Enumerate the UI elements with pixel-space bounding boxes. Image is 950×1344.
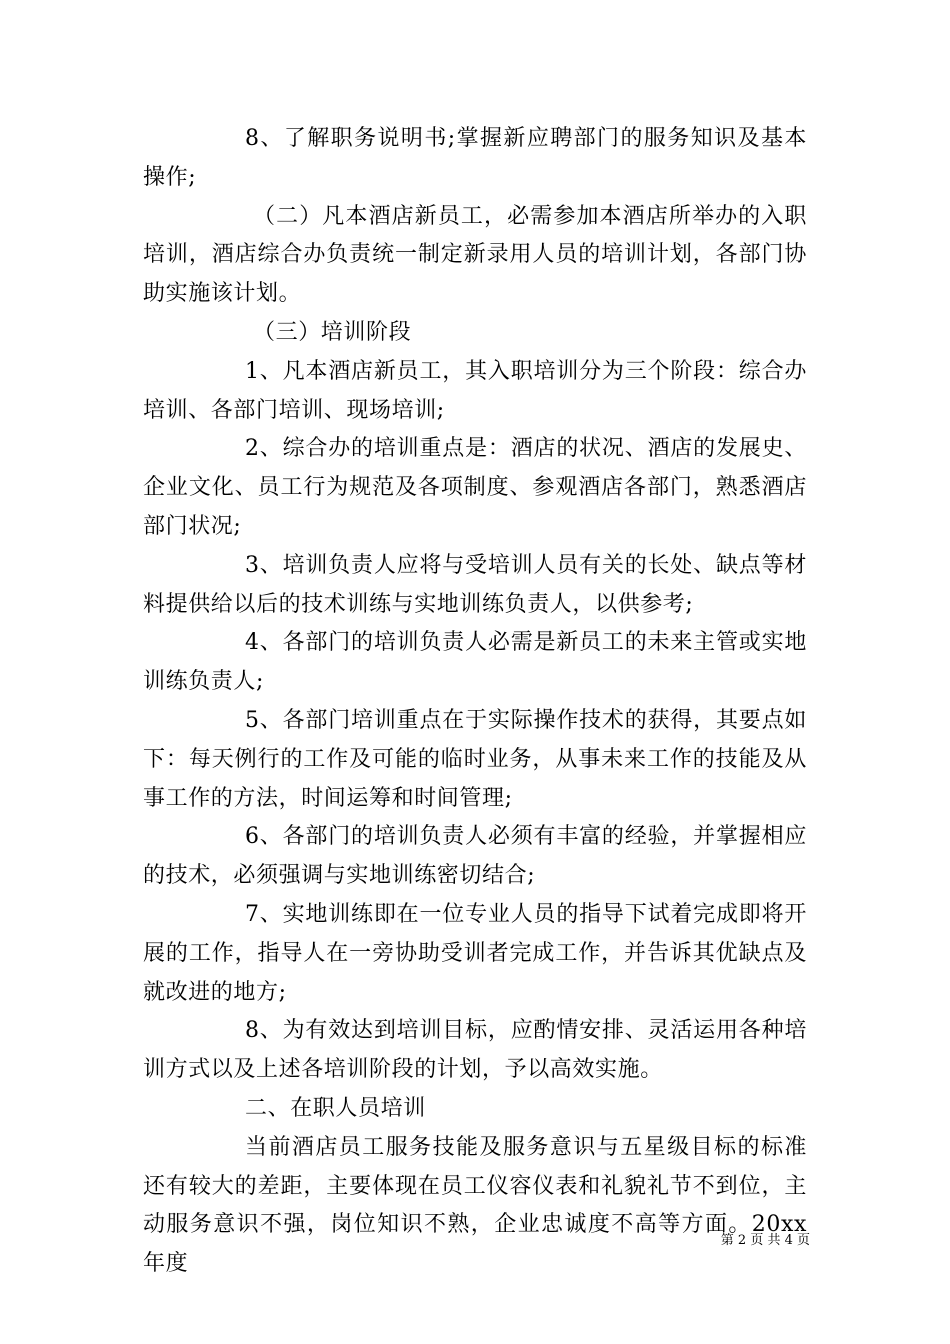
paragraph-item-8-duties: 8、了解职务说明书;掌握新应聘部门的服务知识及基本操作; — [143, 126, 807, 190]
document-body — [143, 120, 807, 1284]
page-number-footer: 第 2 页 共 4 页 — [720, 1233, 810, 1248]
paragraph-section-2: （二）凡本酒店新员工，必需参加本酒店所举办的入职培训，酒店综合办负责统一制定新录用人员的培训计划，各部门协助实施该计划。 — [143, 203, 807, 307]
paragraph-inservice-intro: 当前酒店员工服务技能及服务意识与五星级目标的标准还有较大的差距，主要体现在员工仪容仪表和礼貌礼节不到位，主动服务意识不强，岗位知识不熟，企业忠诚度不高等方面。20xx年度 — [143, 1134, 807, 1277]
section-heading-inservice-training: 二、在职人员培训 — [245, 1095, 426, 1121]
paragraph-stage-1: 1、凡本酒店新员工，其入职培训分为三个阶段：综合办培训、各部门培训、现场培训; — [143, 358, 807, 423]
paragraph-stage-5: 5、各部门培训重点在于实际操作技术的获得，其要点如下：每天例行的工作及可能的临时业务，从事未来工作的技能及从事工作的方法，时间运筹和时间管理; — [143, 707, 807, 811]
paragraph-stage-3: 3、培训负责人应将与受培训人员有关的长处、缺点等材料提供给以后的技术训练与实地训练负责人，以供参考; — [143, 552, 807, 617]
paragraph-stage-7: 7、实地训练即在一位专业人员的指导下试着完成即将开展的工作，指导人在一旁协助受训者完成工作，并告诉其优缺点及就改进的地方; — [143, 901, 807, 1005]
paragraph-section-3-heading: （三）培训阶段 — [253, 319, 412, 345]
paragraph-stage-6: 6、各部门的培训负责人必须有丰富的经验，并掌握相应的技术，必须强调与实地训练密切结合; — [143, 824, 807, 889]
paragraph-stage-2: 2、综合办的培训重点是：酒店的状况、酒店的发展史、企业文化、员工行为规范及各项制度、参观酒店各部门，熟悉酒店部门状况; — [143, 436, 807, 539]
paragraph-stage-4: 4、各部门的培训负责人必需是新员工的未来主管或实地训练负责人; — [143, 630, 807, 695]
paragraph-stage-8: 8、为有效达到培训目标，应酌情安排、灵活运用各种培训方式以及上述各培训阶段的计划，予以高效实施。 — [143, 1018, 807, 1083]
